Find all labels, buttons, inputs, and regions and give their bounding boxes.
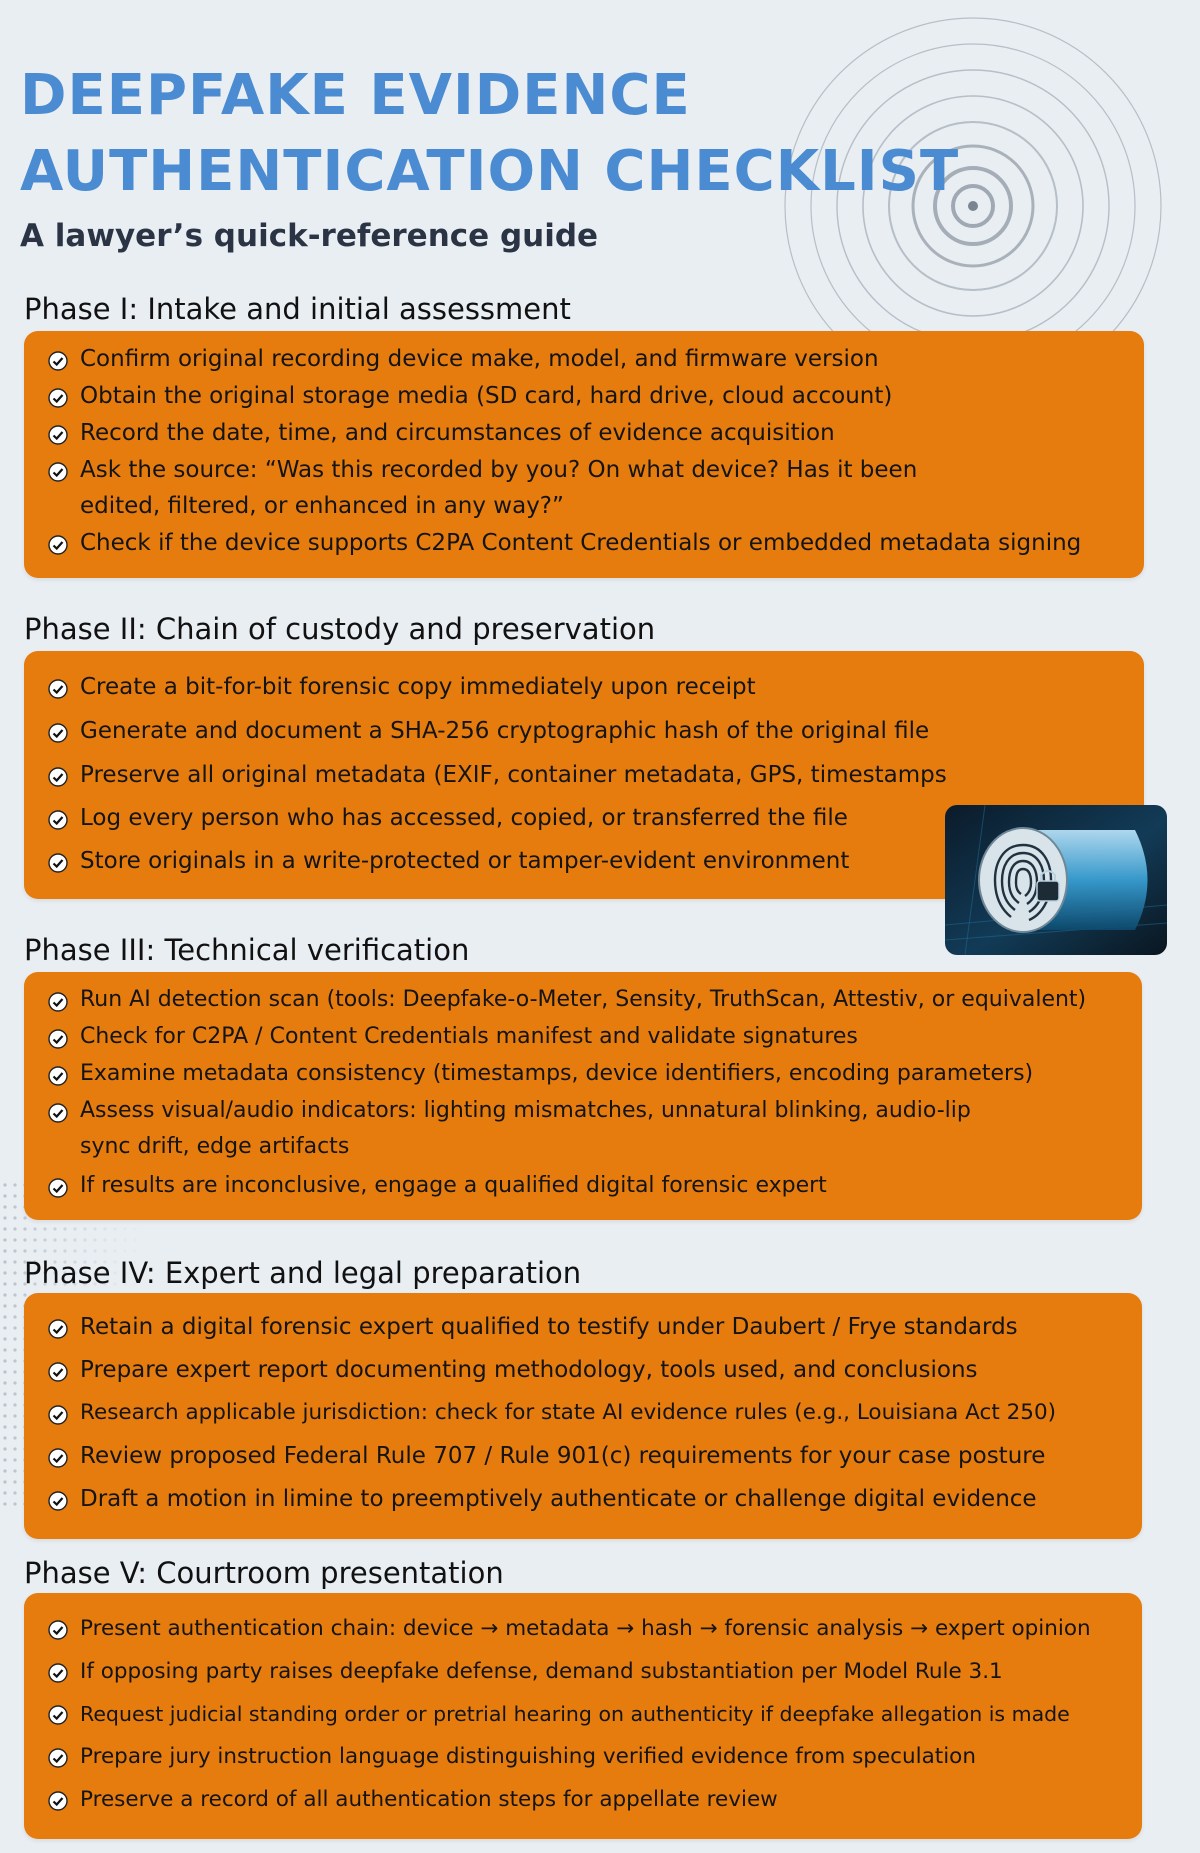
check-circle-icon <box>48 1029 68 1049</box>
page-title <box>20 58 1200 210</box>
checklist-item <box>24 452 1144 524</box>
page-subtitle: A lawyer’s quick-reference guide <box>20 218 599 254</box>
title-text: DEEPFAKE EVIDENCE AUTHENTICATION CHECKLIST <box>20 63 960 204</box>
checklist-item <box>24 1019 1142 1055</box>
checklist-item-text: Preserve all original metadata (EXIF, container metadata, GPS, timestamps <box>80 762 947 788</box>
phase-1-checklist <box>24 331 1144 578</box>
check-circle-icon <box>48 1405 68 1425</box>
checklist-item <box>24 1093 1142 1165</box>
check-circle-icon <box>48 1491 68 1511</box>
checklist-item-text: Assess visual/audio indicators: lighting mismatches, unnatural blinking, audio-lip sync drift, edge artifacts <box>80 1098 971 1159</box>
checklist-item-text: Confirm original recording device make, model, and firmware version <box>80 346 879 372</box>
checklist-item <box>24 1782 1142 1818</box>
phase-4-heading: Phase IV: Expert and legal preparation <box>24 1256 582 1290</box>
checklist-item-text: Preserve a record of all authentication steps for appellate review <box>80 1787 778 1812</box>
checklist-item-text: Run AI detection scan (tools: Deepfake-o-Meter, Sensity, TruthScan, Attestiv, or equivalent) <box>80 987 1087 1012</box>
checklist-item-text: Obtain the original storage media (SD card, hard drive, cloud account) <box>80 383 893 409</box>
check-circle-icon <box>48 1620 68 1640</box>
check-circle-icon <box>48 810 68 830</box>
checklist-item <box>24 1309 1142 1345</box>
check-circle-icon <box>48 1066 68 1086</box>
checklist-item-text: Log every person who has accessed, copied, or transferred the file <box>80 805 848 831</box>
checklist-item <box>24 1395 1142 1431</box>
phase-3-checklist <box>24 972 1142 1220</box>
checklist-item-text: Present authentication chain: device → metadata → hash → forensic analysis → expert opinion <box>80 1616 1091 1641</box>
check-circle-icon <box>48 723 68 743</box>
checklist-item <box>24 982 1142 1018</box>
checklist-item <box>24 378 1144 414</box>
checklist-item-text: Review proposed Federal Rule 707 / Rule 901(c) requirements for your case posture <box>80 1443 1046 1469</box>
phase-2-heading: Phase II: Chain of custody and preservation <box>24 612 656 646</box>
checklist-item <box>24 1168 1142 1204</box>
checklist-item-text: If results are inconclusive, engage a qualified digital forensic expert <box>80 1173 827 1198</box>
checklist-item <box>24 1696 1142 1732</box>
check-circle-icon <box>48 1791 68 1811</box>
checklist-item-text: Generate and document a SHA-256 cryptographic hash of the original file <box>80 718 930 744</box>
phase-3-heading: Phase III: Technical verification <box>24 933 470 967</box>
checklist-item <box>24 525 1144 561</box>
check-circle-icon <box>48 1319 68 1339</box>
check-circle-icon <box>48 1362 68 1382</box>
phase-4-checklist <box>24 1293 1142 1539</box>
phase-5-checklist <box>24 1593 1142 1839</box>
checklist-item-text: Request judicial standing order or pretrial hearing on authenticity if deepfake allegation is made <box>80 1702 1070 1726</box>
checklist-item-text: Retain a digital forensic expert qualified to testify under Daubert / Frye standards <box>80 1314 1018 1340</box>
phase-1-heading: Phase I: Intake and initial assessment <box>24 292 571 326</box>
checklist-item <box>24 341 1144 377</box>
checklist-item-text: Draft a motion in limine to preemptively authenticate or challenge digital evidence <box>80 1486 1037 1512</box>
check-circle-icon <box>48 992 68 1012</box>
checklist-item-text: Ask the source: “Was this recorded by you? On what device? Has it been edited, filtered, or enhanced in any way?” <box>80 457 918 519</box>
check-circle-icon <box>48 679 68 699</box>
checklist-item-text: Record the date, time, and circumstances of evidence acquisition <box>80 420 835 446</box>
checklist-item-text: If opposing party raises deepfake defense, demand substantiation per Model Rule 3.1 <box>80 1659 1003 1684</box>
checklist-item-text: Check for C2PA / Content Credentials manifest and validate signatures <box>80 1024 858 1049</box>
check-circle-icon <box>48 1663 68 1683</box>
check-circle-icon <box>48 535 68 555</box>
checklist-item <box>24 1056 1142 1092</box>
checklist-item <box>24 415 1144 451</box>
check-circle-icon <box>48 1748 68 1768</box>
check-circle-icon <box>48 1448 68 1468</box>
checklist-item <box>24 1438 1142 1474</box>
checklist-item-text: Examine metadata consistency (timestamps, device identifiers, encoding parameters) <box>80 1061 1034 1086</box>
checklist-item <box>24 1352 1142 1388</box>
checklist-item <box>24 1739 1142 1775</box>
check-circle-icon <box>48 767 68 787</box>
check-circle-icon <box>48 1705 68 1725</box>
checklist-item-text: Create a bit-for-bit forensic copy immediately upon receipt <box>80 674 756 700</box>
checklist-item <box>24 1481 1142 1517</box>
check-circle-icon <box>48 1103 68 1123</box>
checklist-item <box>24 669 1144 705</box>
phase-5-heading: Phase V: Courtroom presentation <box>24 1556 504 1590</box>
checklist-item-text: Prepare expert report documenting methodology, tools used, and conclusions <box>80 1357 978 1383</box>
check-circle-icon <box>48 388 68 408</box>
checklist-item-text: Prepare jury instruction language distinguishing verified evidence from speculation <box>80 1744 976 1769</box>
checklist-item <box>24 1611 1142 1647</box>
check-circle-icon <box>48 351 68 371</box>
checklist-item <box>24 713 1144 749</box>
check-circle-icon <box>48 462 68 482</box>
fingerprint-lock-icon <box>945 805 1167 955</box>
checklist-item-text: Research applicable jurisdiction: check for state AI evidence rules (e.g., Louisiana Act 250) <box>80 1400 1057 1425</box>
check-circle-icon <box>48 1178 68 1198</box>
check-circle-icon <box>48 853 68 873</box>
checklist-item-text: Store originals in a write-protected or tamper-evident environment <box>80 848 850 874</box>
checklist-item <box>24 757 1144 793</box>
checklist-item <box>24 1654 1142 1690</box>
checklist-item-text: Check if the device supports C2PA Content Credentials or embedded metadata signing <box>80 530 1082 556</box>
check-circle-icon <box>48 425 68 445</box>
